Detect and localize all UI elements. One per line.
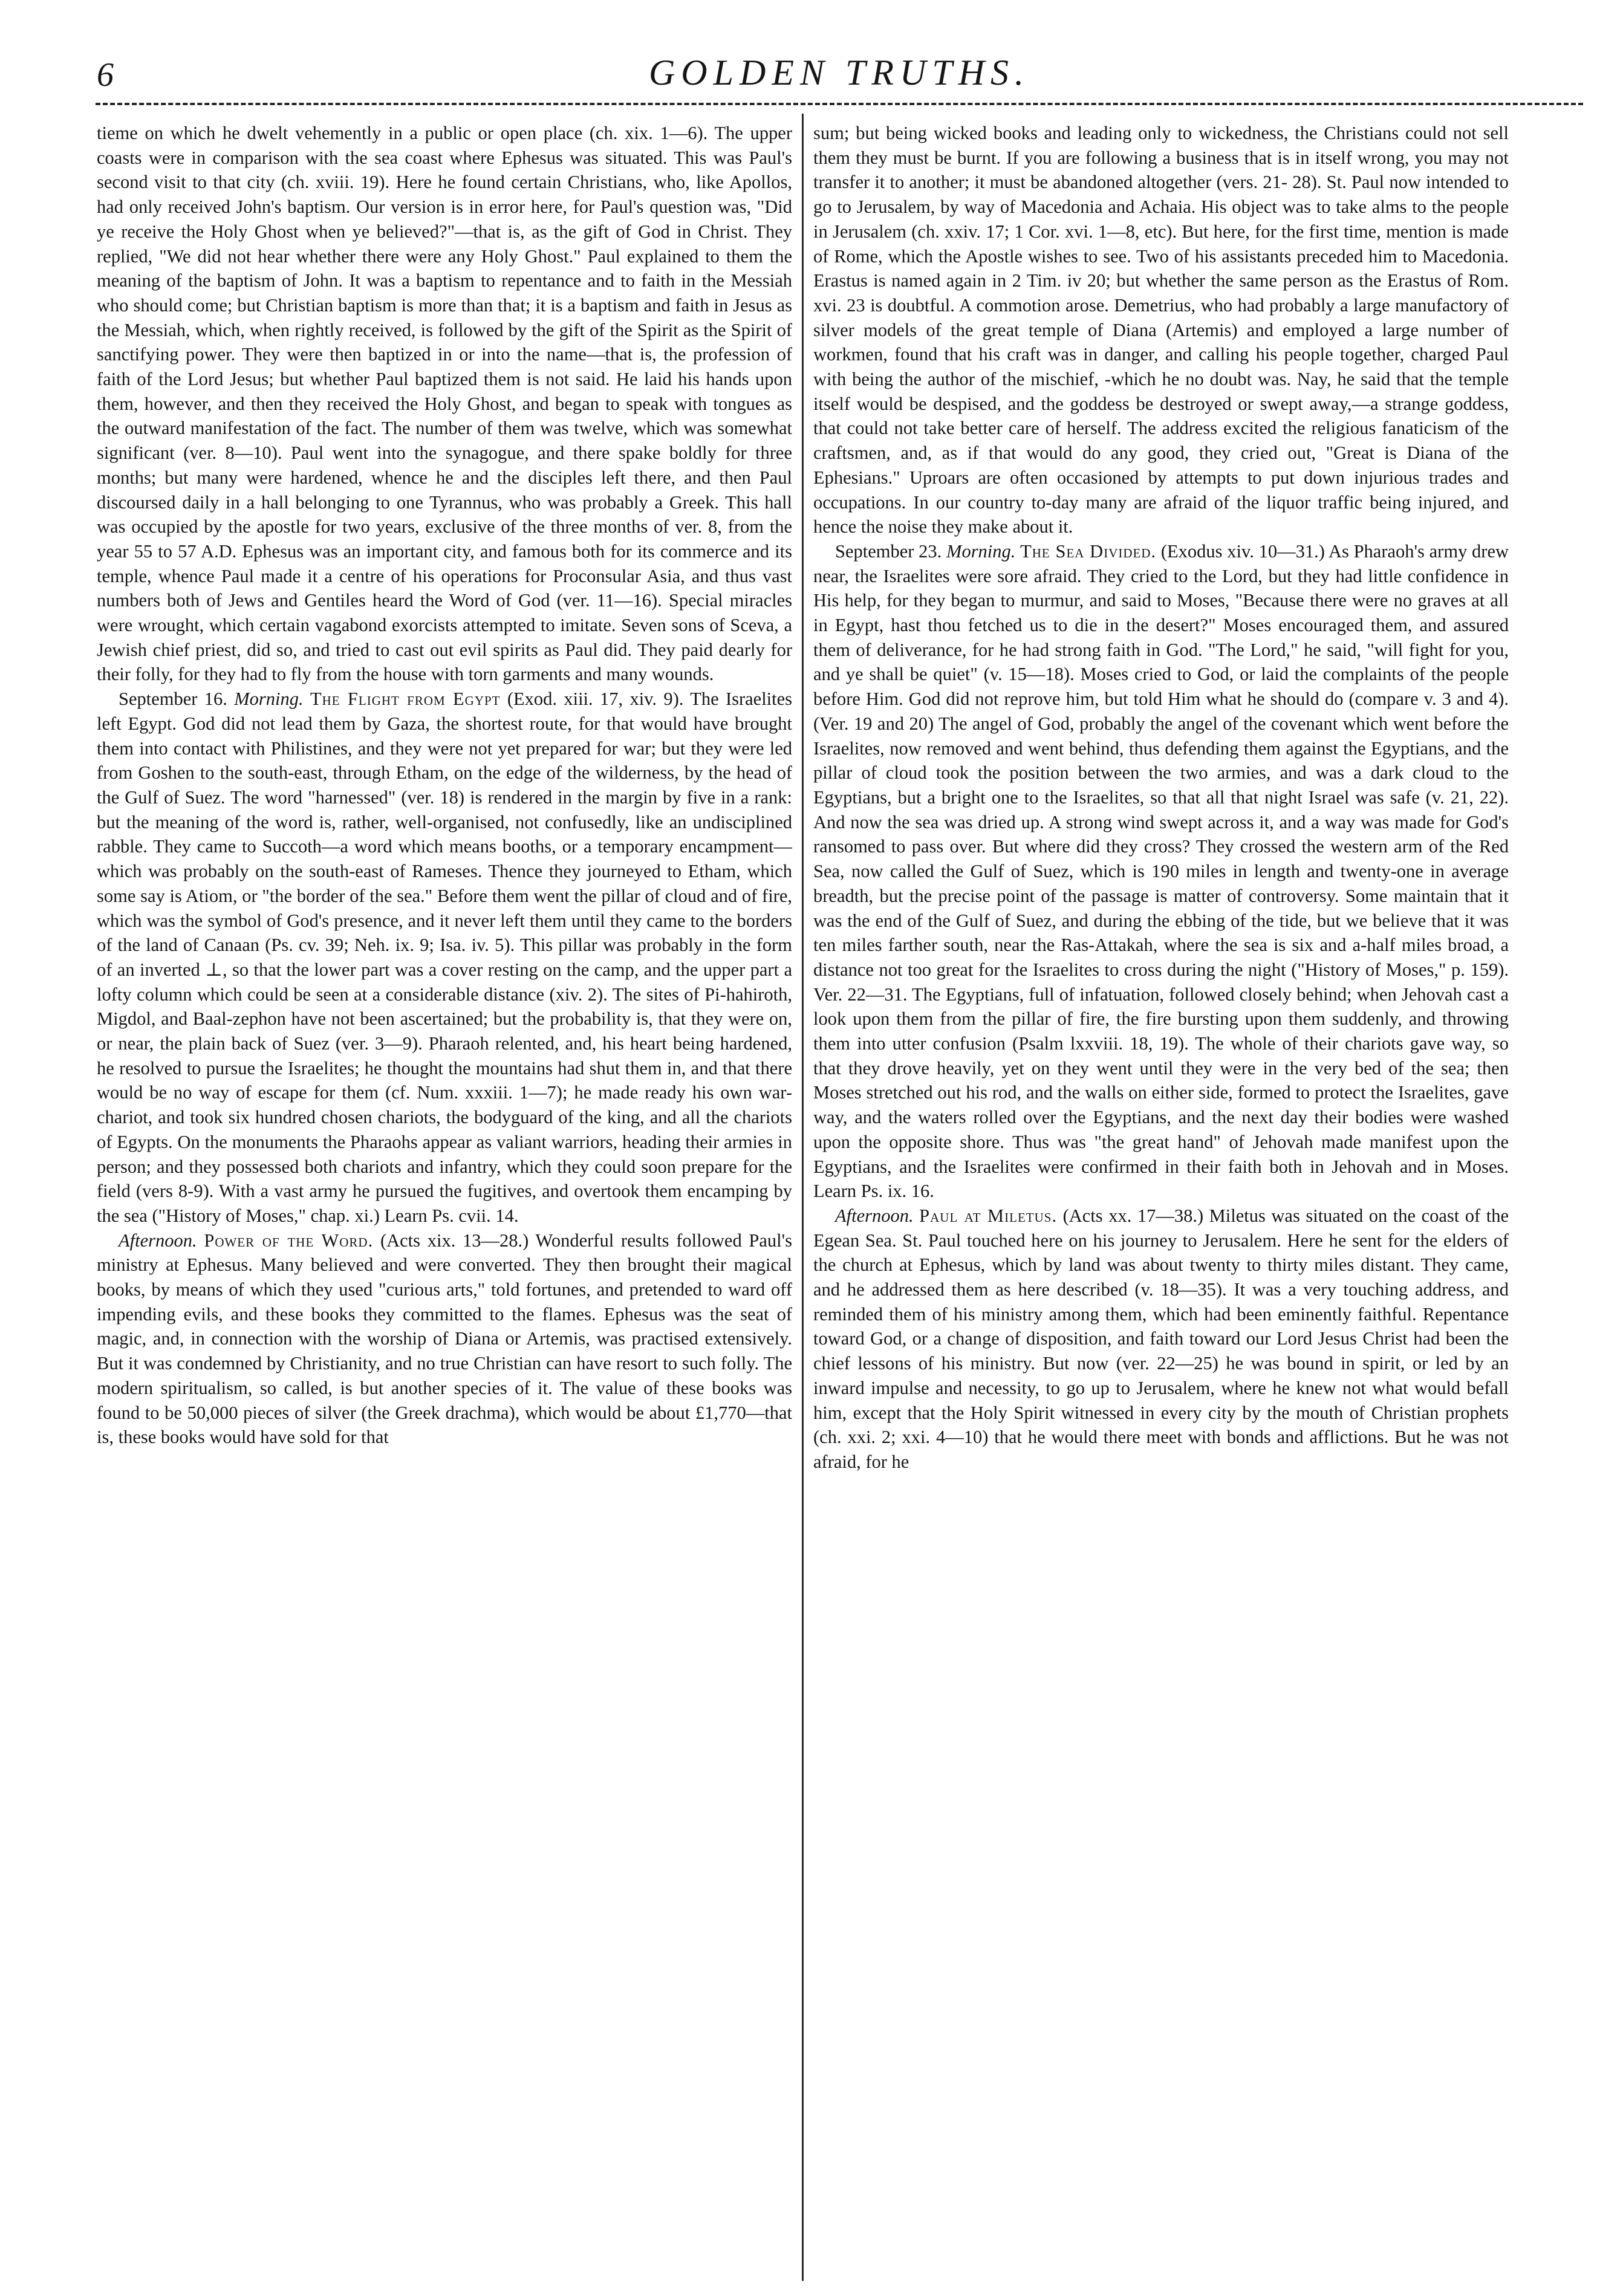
entry-body: (Acts xx. 17—38.) Miletus was situated on the coast of the Egean Sea. St. Paul touched here on his journey to Jerusalem. Here he sent for the elders of the church at Ephesus, which by land was about twenty to thirty miles distant. They came, and he addressed them as here described (v. 18—35). It was a very touching address, and reminded them of his ministry among them, which had been eminently faithful. Repentance toward God, or a change of disposition, and faith toward our Lord Jesus Christ had been the chief lessons of his ministry. But now (ver. 22—25) he was bound in spirit, or led by an inward impulse and necessity, to go up to Jerusalem, where he knew not what would befall him, except that the Holy Spirit witnessed in every city by the mouth of Christian prophets (ch. xxi. 2; xxi. 4—10) that he would there meet with bonds and afflictions. But he was not afraid, for he <box>813 1205 1509 1472</box>
entry-body: (Acts xix. 13—28.) Wonderful results followed Paul's ministry at Ephesus. Many believed and were converted. They then brought their magical books, by means of which they used "curious arts," told fortunes, and pretended to ward off impending evils, and these books they committed to the flames. Ephesus was the seat of magic, and, in connection with the worship of Diana or Artemis, was practised extensively. But it was condemned by Christianity, and no true Christian can have resort to such folly. The modern spiritualism, so called, is but another species of it. The value of these books was found to be 50,000 pieces of silver (the Greek drachma), which would be about £1,770—that is, these books would have sold for that <box>97 1230 792 1448</box>
entry-date: September 16. <box>119 689 227 710</box>
entry-flight-from-egypt <box>97 687 792 1228</box>
entry-title: Power of the Word. <box>204 1230 374 1251</box>
entry-body: (Exod. xiii. 17, xiv. 9). The Israelites left Egypt. God did not lead them by Gaza, the shortest route, for that would have brought them into contact with Philistines, and they were not yet prepared for war; but they were led from Goshen to the south-east, through Etham, on the edge of the wilderness, by the head of the Gulf of Suez. The word "harnessed" (ver. 18) is rendered in the margin by five in a rank: but the meaning of the word is, rather, well-organised, not confusedly, like an undisciplined rabble. They came to Succoth—a word which means booths, or a temporary encampment—which was probably on the south-east of Rameses. Thence they journeyed to Etham, which some say is Atiom, or "the border of the sea." Before them went the pillar of cloud and of fire, which was the symbol of God's presence, and it never left them until they came to the borders of the land of Canaan (Ps. cv. 39; Neh. ix. 9; Isa. iv. 5). This pillar was probably in the form of an inverted ⊥, so that the lower part was a cover resting on the camp, and the upper part a lofty column which could be seen at a considerable distance (xiv. 2). The sites of Pi-hahiroth, Migdol, and Baal-zephon have not been ascertained; but the probability is, that they were on, or near, the plain back of Suez (ver. 3—9). Pharaoh relented, and, his heart being hardened, he resolved to pursue the Israelites; he thought the mountains had shut them in, and that there would be no way of escape for them (cf. Num. xxxiii. 1—7); he made ready his own war-chariot, and took six hundred chosen chariots, the bodyguard of the king, and all the chariots of Egypts. On the monuments the Pharaohs appear as valiant warriors, heading their armies in person; and they possessed both chariots and infantry, which they could soon prepare for the field (vers 8-9). With a vast army he pursued the fugitives, and overtook them encamping by the sea ("History of Moses," chap. xi.) Learn Ps. cvii. 14. <box>97 689 792 1226</box>
entry-title: The Flight from Egypt <box>310 689 501 710</box>
entry-body: (Exodus xiv. 10—31.) As Pharaoh's army drew near, the Israelites were sore afraid. They cried to the Lord, but they had little confidence in His help, for they began to murmur, and said to Moses, "Because there were no graves at all in Egypt, hast thou fetched us to die in the desert?" Moses encouraged them, and assured them of deliverance, for he had strong faith in God. "The Lord," he said, "will fight for you, and ye shall be quiet" (v. 15—18). Moses cried to God, or laid the complaints of the people before Him. God did not reprove him, but told Him what he should do (compare v. 3 and 4). (Ver. 19 and 20) The angel of God, probably the angel of the covenant which went before the Israelites, now removed and went behind, thus defending them against the Egyptians, and the pillar of cloud took the position between the two armies, and was a dark cloud to the Egyptians, but a bright one to the Israelites, so that all that night Israel was safe (v. 21, 22). And now the sea was dried up. A strong wind swept across it, and a way was made for God's ransomed to pass over. But where did they cross? They crossed the western arm of the Red Sea, now called the Gulf of Suez, which is 190 miles in length and twenty-one in average breadth, but the precise point of the passage is matter of controversy. Some maintain that it was the end of the Gulf of Suez, and during the ebbing of the tide, but we believe that it was ten miles farther south, near the Ras-Attakah, where the sea is six and a-half miles broad, a distance not too great for the Israelites to cross during the night ("History of Moses," p. 159). Ver. 22—31. The Egyptians, full of infatuation, followed closely behind; when Jehovah cast a look upon them from the pillar of fire, the fire bursting upon them suddenly, and throwing them into utter confusion (Psalm lxxviii. 18, 19). The whole of their chariots gave way, so that they drove heavily, yet on they went until they were in the very bed of the sea; then Moses stretched out his rod, and the walls on either side, formed to protect the Israelites, gave way, and the waters rolled over the Egyptians, and the next day their bodies were washed upon the opposite shore. Thus was "the great hand" of Jehovah made manifest upon the Egyptians, and the Israelites were confirmed in their faith both in Jehovah and in Moses. Learn Ps. ix. 16. <box>813 540 1509 1202</box>
entry-title: Paul at Miletus. <box>919 1205 1058 1226</box>
entry-time-label: Morning. <box>234 689 304 710</box>
page-header <box>96 52 1583 108</box>
left-column <box>97 121 792 2279</box>
right-column <box>813 121 1509 2279</box>
entry-title: The Sea Divided. <box>1020 540 1157 562</box>
paragraph-continuation: sum; but being wicked books and leading only to wickedness, the Christians could not sell them they must be burnt. If you are following a business that is in itself wrong, you may not transfer it to another; it must be abandoned altogether (vers. 21- 28). St. Paul now intended to go to Jerusalem, by way of Macedonia and Achaia. His object was to take alms to the people in Jerusalem (ch. xxiv. 17; 1 Cor. xvi. 1—8, etc). But here, for the first time, mention is made of Rome, which the Apostle wishes to see. Two of his assistants preceded him to Macedonia. Erastus is named again in 2 Tim. iv 20; but whether the same person as the Erastus of Rom. xvi. 23 is doubtful. A commotion arose. Demetrius, who had probably a large manufactory of silver models of the great temple of Diana (Artemis) and employed a large number of workmen, found that his craft was in danger, and calling his people together, charged Paul with being the author of the mischief, -which he no doubt was. Nay, he said that the temple itself would be despised, and the goddess be destroyed or swept away,—a strange goddess, that could not take better care of herself. The address excited the religious fanaticism of the craftsmen, and, as if that would do any good, they cried out, "Great is Diana of the Ephesians." Uproars are often occasioned by attempts to put down injurious trades and occupations. In our country to-day many are afraid of the liquor traffic being injured, and hence the noise they make about it. <box>813 123 1509 537</box>
page-number: 6 <box>97 56 114 94</box>
entry-date: September 23. <box>835 540 942 562</box>
entry-power-of-the-word <box>97 1228 792 1450</box>
header-rule <box>96 103 1583 105</box>
entry-time-label: Morning. <box>946 540 1016 562</box>
running-title: GOLDEN TRUTHS. <box>648 53 1030 92</box>
entry-sea-divided <box>813 539 1509 1204</box>
entry-time-label: Afternoon. <box>119 1230 197 1251</box>
entry-time-label: Afternoon. <box>835 1205 914 1226</box>
paragraph-continuation: tieme on which he dwelt vehemently in a public or open place (ch. xix. 1—6). The upper coasts were in comparison with the sea coast where Ephesus was situated. This was Paul's second visit to that city (ch. xviii. 19). Here he found certain Christians, who, like Apollos, had only received John's baptism. Our version is in error here, for Paul's question was, "Did ye receive the Holy Ghost when ye believed?"—that is, as the gift of God in Christ. They replied, "We did not hear whether there were any Holy Ghost." Paul explained to them the meaning of the baptism of John. It was a baptism to repentance and to faith in the Messiah who should come; but Christian baptism is more than that; it is a baptism and faith in Jesus as the Messiah, which, when rightly received, is followed by the gift of the Spirit as the Spirit of sanctifying power. They were then baptized in or into the name—that is, the profession of faith of the Lord Jesus; but whether Paul baptized them is not said. He laid his hands upon them, however, and then they received the Holy Ghost, and began to speak with tongues as the outward manifestation of the fact. The number of them was twelve, which was somewhat significant (ver. 8—10). Paul went into the synagogue, and there spake boldly for three months; but many were hardened, whence he and the disciples left there, and then Paul discoursed daily in a hall belonging to one Tyrannus, who was probably a Greek. This hall was occupied by the apostle for two years, exclusive of the three months of ver. 8, from the year 55 to 57 A.D. Ephesus was an important city, and famous both for its commerce and its temple, whence Paul made it a centre of his operations for Proconsular Asia, and thus vast numbers both of Jews and Gentiles heard the Word of God (ver. 11—16). Special miracles were wrought, which certain vagabond exorcists attempted to imitate. Seven sons of Sceva, a Jewish chief priest, did so, and tried to cast out evil spirits as Paul did. They paid dearly for their folly, for they had to fly from the house with torn garments and many wounds. <box>97 123 792 685</box>
entry-paul-at-miletus <box>813 1204 1509 1474</box>
column-divider <box>802 114 804 2281</box>
